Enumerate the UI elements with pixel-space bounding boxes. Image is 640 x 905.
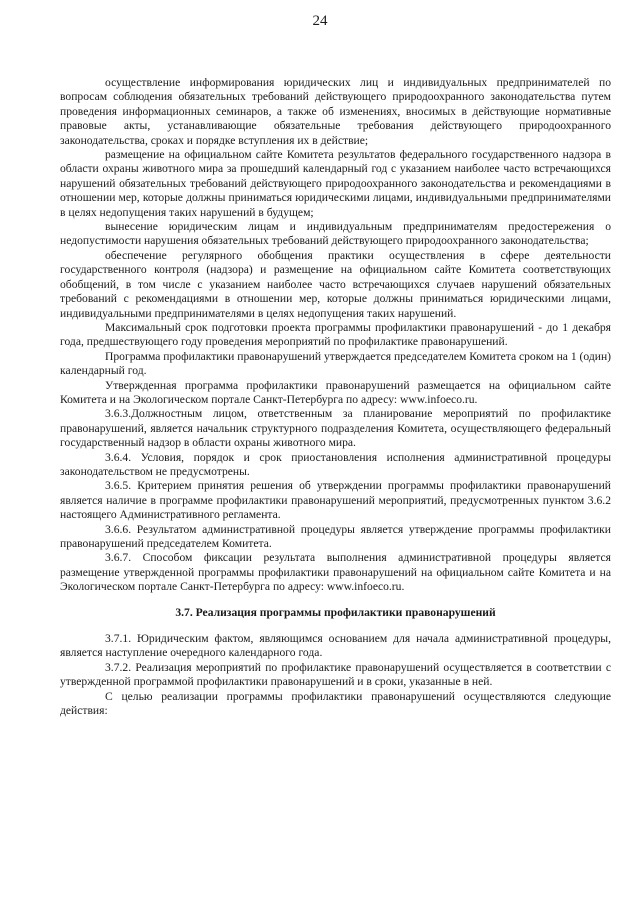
paragraph-3-6-5: 3.6.5. Критерием принятия решения об утверждении программы профилактики правонарушений является наличие в программе профилактики правонарушений мероприятий, предусмотренных пунктом 3.6.2 настоящего Административного регламента. — [60, 479, 611, 522]
paragraph-3-6-7: 3.6.7. Способом фиксации результата выполнения административной процедуры является размещение утвержденной программы профилактики правонарушений на официальном сайте Комитета и на Экологическом портале Санкт-Петербурга по адресу: www.infoeco.ru. — [60, 551, 611, 594]
document-body — [60, 76, 611, 718]
paragraph-3-7-2: 3.7.2. Реализация мероприятий по профилактике правонарушений осуществляется в соответствии с утвержденной программой профилактики правонарушений и в сроки, указанные в ней. — [60, 660, 611, 689]
paragraph-3-6-4: 3.6.4. Условия, порядок и срок приостановления исполнения административной процедуры законодательством не предусмотрены. — [60, 450, 611, 478]
section-heading-3-7: 3.7. Реализация программы профилактики правонарушений — [175, 605, 496, 619]
paragraph-warnings: вынесение юридическим лицам и индивидуальным предпринимателям предостережения о недопустимости нарушения обязательных требований действующего природоохранного законодательства; — [60, 220, 611, 248]
page-number: 24 — [312, 13, 328, 29]
paragraph-max-term: Максимальный срок подготовки проекта программы профилактики правонарушений - до 1 декабря года, предшествующего году проведения мероприятий по профилактике правонарушений. — [60, 320, 611, 349]
paragraph-publishing-results: размещение на официальном сайте Комитета результатов федерального государственного надзора в области охраны животного мира за прошедший календарный год с указанием наиболее часто встречающихся нарушений обязательных требований действующего природоохранного законодательства и рекомендациями в отношении мер, которые должны приниматься юридическими лицами, индивидуальными предпринимателями в целях недопущения таких нарушений в будущем; — [60, 148, 611, 219]
paragraph-3-7-1: 3.7.1. Юридическим фактом, являющимся основанием для начала административной процедуры, является наступление очередного календарного года. — [60, 632, 611, 660]
paragraph-3-6-3: 3.6.3.Должностным лицом, ответственным за планирование мероприятий по профилактике правонарушений, является начальник структурного подразделения Комитета, осуществляющего федеральный государственный надзор в области охраны животного мира. — [60, 407, 611, 450]
paragraph-actions-intro: С целью реализации программы профилактики правонарушений осуществляются следующие действия: — [60, 689, 611, 718]
paragraph-program-publication: Утвержденная программа профилактики правонарушений размещается на официальном сайте Комитета и на Экологическом портале Санкт-Петербурга по адресу: www.infoeco.ru. — [60, 378, 611, 406]
paragraph-3-6-6: 3.6.6. Результатом административной процедуры является утверждение программы профилактики правонарушений председателем Комитета. — [60, 522, 611, 550]
paragraph-practice-generalization: обеспечение регулярного обобщения практики осуществления в сфере деятельности государственного контроля (надзора) и размещение на официальном сайте Комитета соответствующих обобщений, в том числе с указанием наиболее часто встречающихся случаев нарушений обязательных требований с рекомендациями в отношении мер, которые должны приниматься юридическими лицами, индивидуальными предпринимателями в целях недопущения таких нарушений. — [60, 248, 611, 320]
paragraph-program-approval: Программа профилактики правонарушений утверждается председателем Комитета сроком на 1 (один) календарный год. — [60, 349, 612, 378]
paragraph-informing: осуществление информирования юридических лиц и индивидуальных предпринимателей по вопросам соблюдения обязательных требований действующего природоохранного законодательства путем проведения информационных семинаров, а также об изменениях, вносимых в действующие нормативные правовые акты, устанавливающие обязательные требования действующего природоохранного законодательства, сроках и порядке вступления их в действие; — [60, 76, 611, 147]
